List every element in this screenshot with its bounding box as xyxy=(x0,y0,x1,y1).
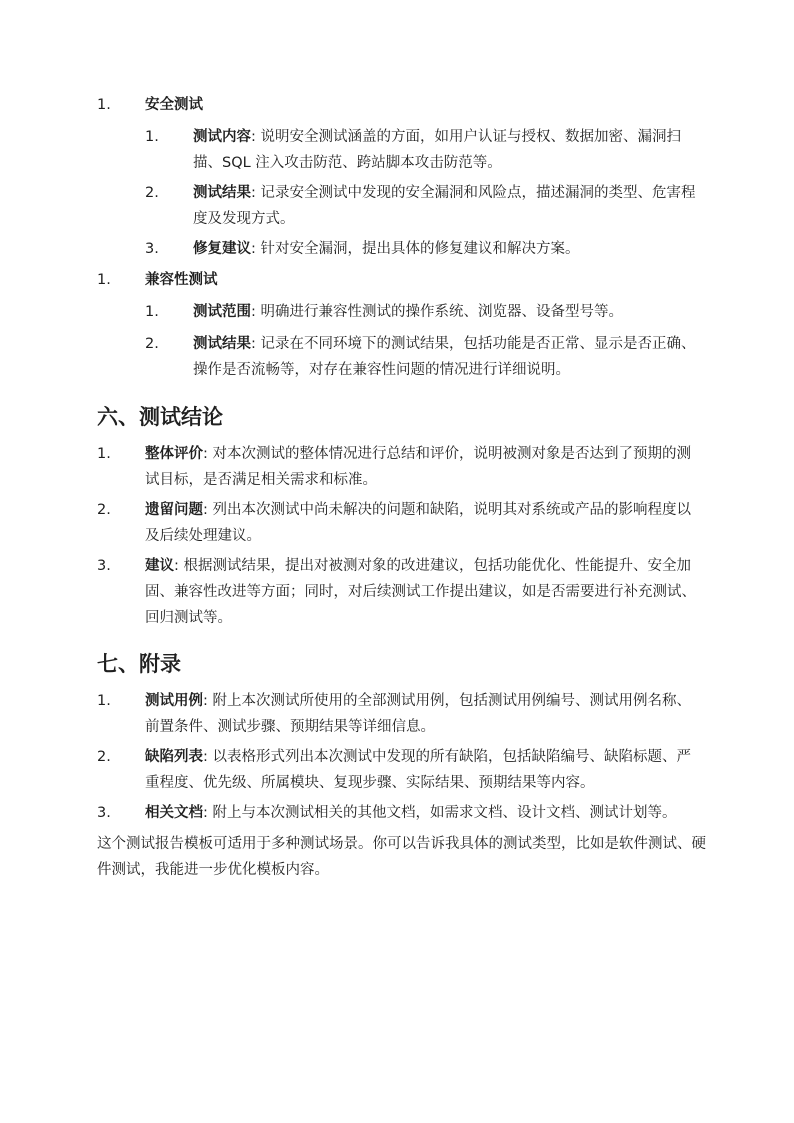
list-item: 缺陷列表: 以表格形式列出本次测试中发现的所有缺陷，包括缺陷编号、缺陷标题、严重程度、优先级、所属模块、复现步骤、实际结果、预期结果等内容。 xyxy=(145,749,691,791)
list-item-number: 3. xyxy=(97,558,111,574)
closing-paragraph: 这个测试报告模板可适用于多种测试场景。你可以告诉我具体的测试类型，比如是软件测试、硬件测试，我能进一步优化模板内容。 xyxy=(97,836,706,878)
list-item: 整体评价: 对本次测试的整体情况进行总结和评价，说明被测对象是否达到了预期的测试目标，是否满足相关需求和标准。 xyxy=(145,446,691,488)
list-item: 测试内容: 说明安全测试涵盖的方面，如用户认证与授权、数据加密、漏洞扫描、SQL 注入攻击防范、跨站脚本攻击防范等。 xyxy=(193,129,681,171)
list-item-number: 2. xyxy=(97,749,111,765)
list-item-number: 1. xyxy=(145,129,159,145)
list-item: 测试结果: 记录在不同环境下的测试结果，包括功能是否正常、显示是否正确、操作是否流畅等，对存在兼容性问题的情况进行详细说明。 xyxy=(193,336,696,378)
section-number: 1. xyxy=(97,272,111,288)
list-item: 建议: 根据测试结果，提出对被测对象的改进建议，包括功能优化、性能提升、安全加固、兼容性改进等方面；同时，对后续测试工作提出建议，如是否需要进行补充测试、回归测试等。 xyxy=(145,558,696,626)
section-title-compat: 兼容性测试 xyxy=(145,272,218,288)
heading-conclusion: 六、测试结论 xyxy=(97,405,223,429)
list-item-number: 2. xyxy=(145,336,159,352)
section-number: 1. xyxy=(97,97,111,113)
heading-appendix: 七、附录 xyxy=(97,652,181,676)
section-title-security: 安全测试 xyxy=(145,97,203,113)
list-item-number: 1. xyxy=(145,304,159,320)
list-item: 遗留问题: 列出本次测试中尚未解决的问题和缺陷，说明其对系统或产品的影响程度以及后续处理建议。 xyxy=(145,502,691,544)
list-item: 测试结果: 记录安全测试中发现的安全漏洞和风险点，描述漏洞的类型、危害程度及发现方式。 xyxy=(193,185,696,227)
list-item-number: 2. xyxy=(145,185,159,201)
list-item: 测试范围: 明确进行兼容性测试的操作系统、浏览器、设备型号等。 xyxy=(193,304,623,320)
list-item-number: 2. xyxy=(97,502,111,518)
list-item-number: 1. xyxy=(97,693,111,709)
list-item: 测试用例: 附上本次测试所使用的全部测试用例，包括测试用例编号、测试用例名称、前置条件、测试步骤、预期结果等详细信息。 xyxy=(145,693,691,735)
list-item-number: 1. xyxy=(97,446,111,462)
list-item: 修复建议: 针对安全漏洞，提出具体的修复建议和解决方案。 xyxy=(193,241,580,257)
list-item: 相关文档: 附上与本次测试相关的其他文档，如需求文档、设计文档、测试计划等。 xyxy=(145,805,677,821)
list-item-number: 3. xyxy=(145,241,159,257)
list-item-number: 3. xyxy=(97,805,111,821)
